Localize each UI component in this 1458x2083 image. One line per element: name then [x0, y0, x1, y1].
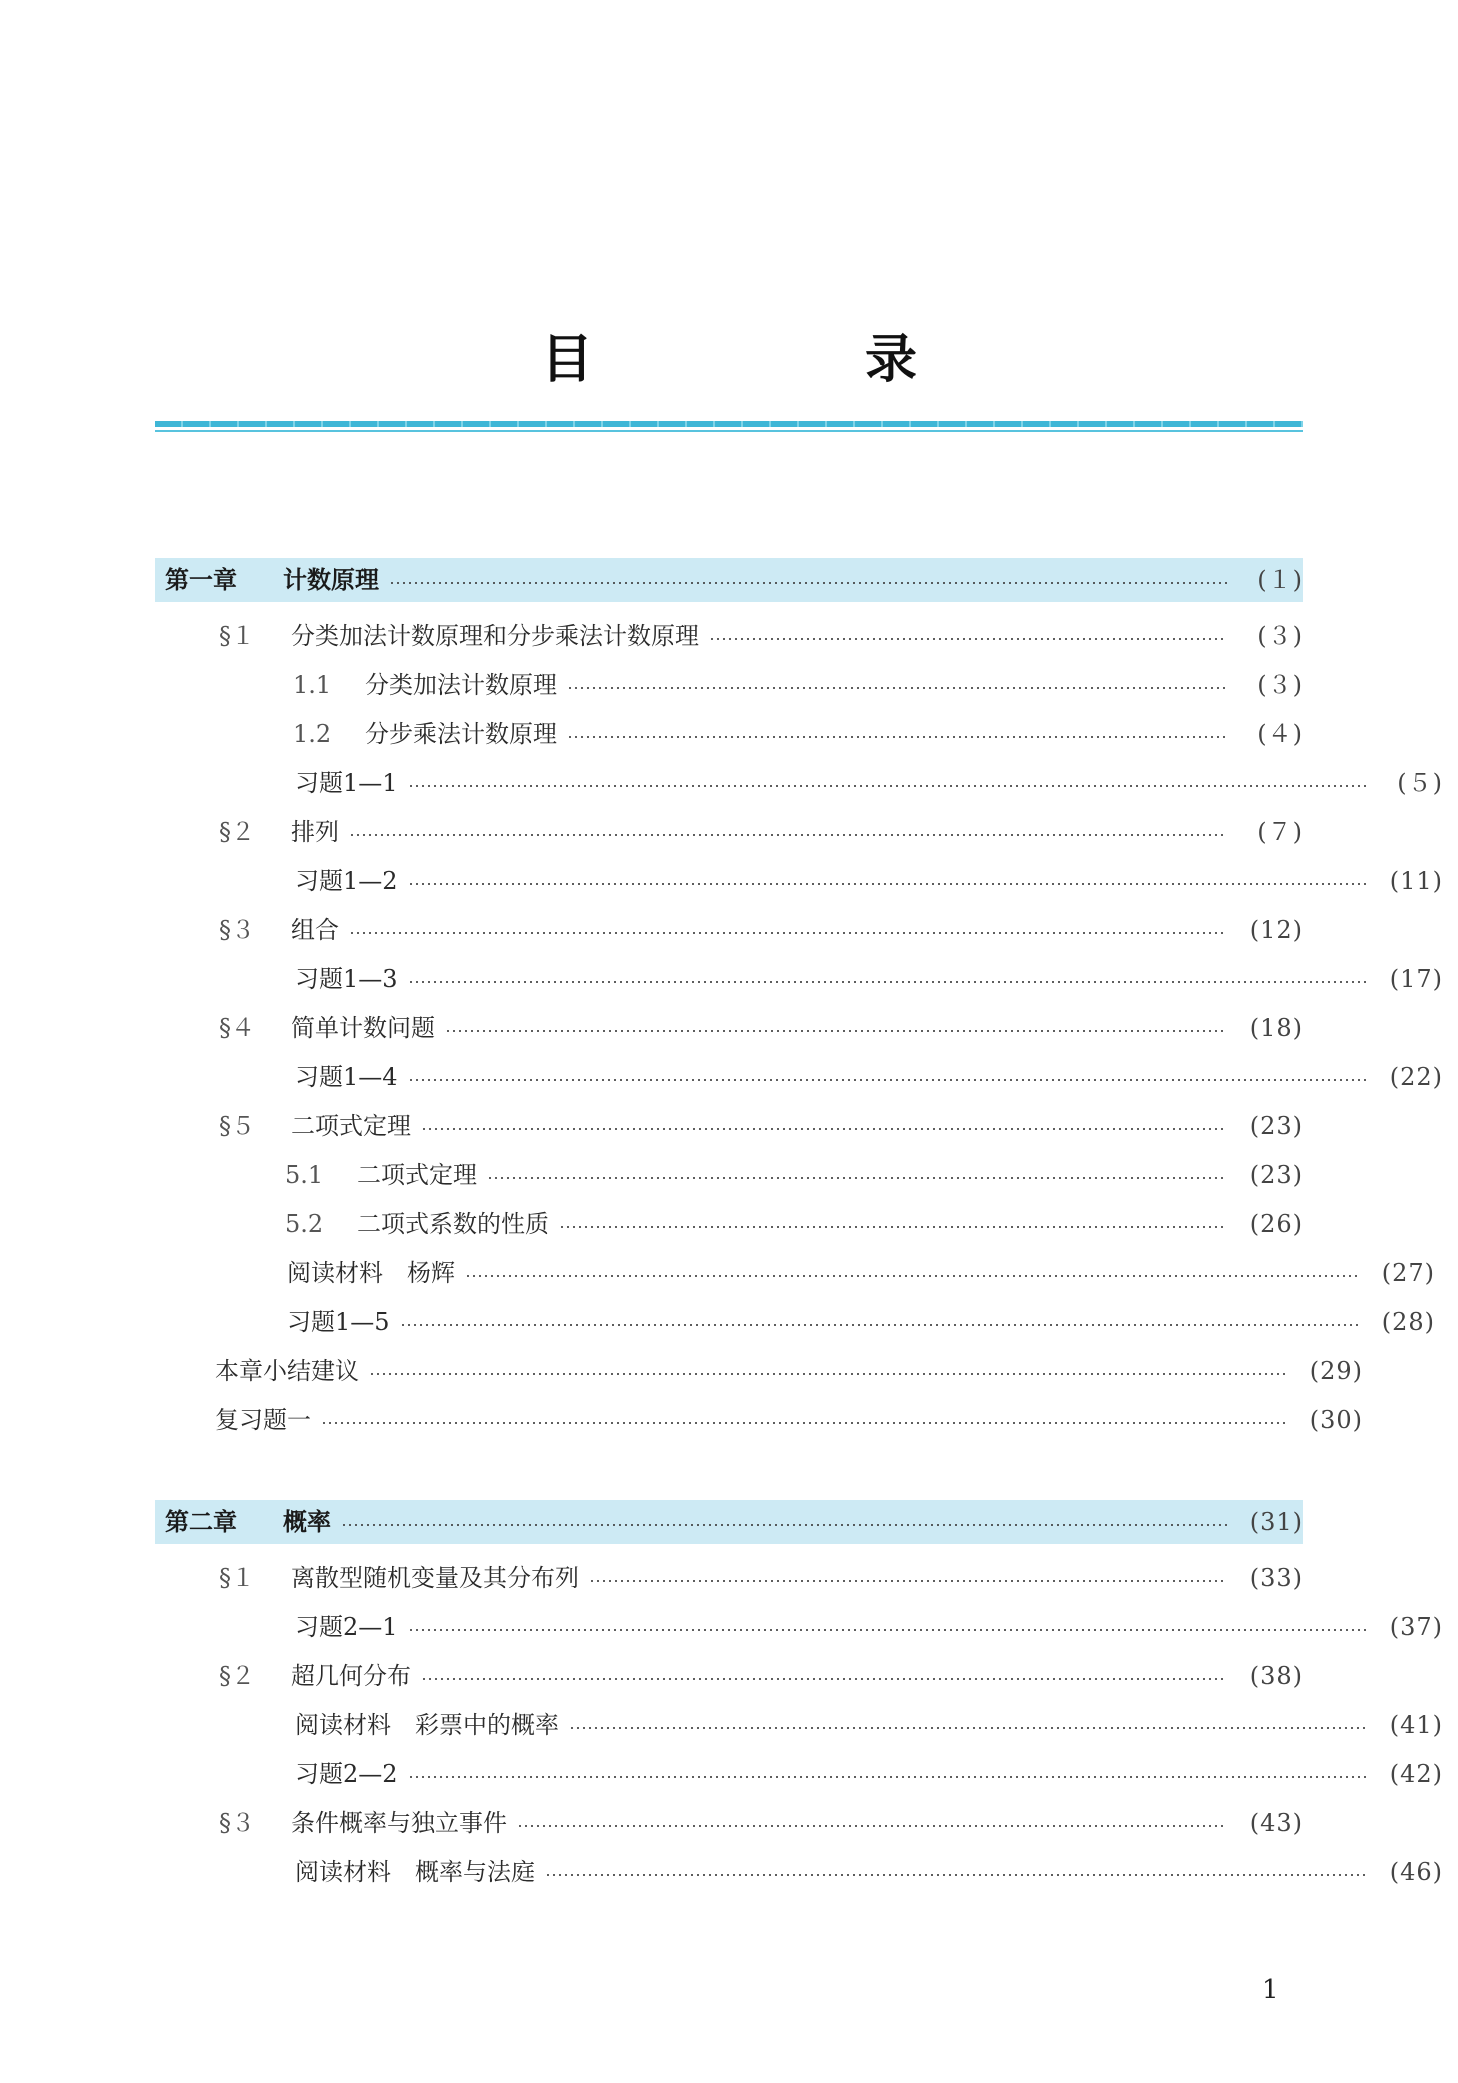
page-title: 目 录 — [540, 330, 1027, 390]
entry-page-ref: (33) — [1249, 1564, 1303, 1592]
entry-title: 排列 — [291, 818, 339, 846]
dot-leader — [709, 638, 1227, 640]
toc-entry-row[interactable] — [155, 1302, 1435, 1342]
entry-title: 条件概率与独立事件 — [291, 1809, 507, 1837]
dot-leader — [400, 1324, 1359, 1326]
chapter-number: 第二章 — [165, 1508, 237, 1536]
entry-page-ref: (17) — [1389, 965, 1443, 993]
dot-leader — [567, 736, 1227, 738]
dot-leader — [545, 1874, 1367, 1876]
entry-page-ref: (43) — [1249, 1809, 1303, 1837]
entry-title: 习题1—1 — [295, 769, 398, 797]
entry-title: 习题1—3 — [295, 965, 398, 993]
toc-chapter-row[interactable] — [155, 558, 1303, 602]
toc-entry-row[interactable] — [155, 763, 1443, 803]
toc-entry-row[interactable] — [155, 1204, 1303, 1244]
entry-title: 习题2—1 — [295, 1613, 398, 1641]
entry-page-ref: (38) — [1249, 1662, 1303, 1690]
entry-page-ref: (37) — [1389, 1613, 1443, 1641]
entry-title: 复习题一 — [215, 1406, 311, 1434]
toc-entry-row[interactable] — [155, 1106, 1303, 1146]
toc-entry-row[interactable] — [155, 1607, 1443, 1647]
dot-leader — [559, 1226, 1227, 1228]
dot-leader — [341, 1524, 1227, 1526]
dot-leader — [408, 1776, 1367, 1778]
toc-entry-row[interactable] — [155, 812, 1303, 852]
entry-page-ref: (７) — [1257, 818, 1303, 846]
dot-leader — [321, 1422, 1287, 1424]
subsection-number: 5.1 — [285, 1161, 324, 1189]
dot-leader — [589, 1580, 1227, 1582]
entry-title: 习题1—5 — [287, 1308, 390, 1336]
chapter-title: 计数原理 — [283, 566, 379, 594]
table-of-contents — [155, 0, 1443, 2083]
entry-page-ref: (22) — [1389, 1063, 1443, 1091]
dot-leader — [465, 1275, 1359, 1277]
entry-title: 本章小结建议 — [215, 1357, 359, 1385]
entry-title: 习题1—4 — [295, 1063, 398, 1091]
entry-title: 阅读材料 杨辉 — [287, 1259, 455, 1287]
entry-title: 二项式系数的性质 — [357, 1210, 549, 1238]
entry-title: 分类加法计数原理 — [365, 671, 557, 699]
entry-title: 二项式定理 — [291, 1112, 411, 1140]
chapter-number: 第一章 — [165, 566, 237, 594]
dot-leader — [349, 834, 1227, 836]
entry-title: 组合 — [291, 916, 339, 944]
subsection-number: 1.1 — [293, 671, 332, 699]
toc-entry-row[interactable] — [155, 1008, 1303, 1048]
entry-page-ref: (４) — [1257, 720, 1303, 748]
dot-leader — [421, 1128, 1227, 1130]
chapter-title: 概率 — [283, 1508, 331, 1536]
entry-page-ref: (18) — [1249, 1014, 1303, 1042]
entry-title: 二项式定理 — [357, 1161, 477, 1189]
entry-page-ref: (23) — [1249, 1161, 1303, 1189]
entry-page-ref: (26) — [1249, 1210, 1303, 1238]
chapter-page-ref: (31) — [1249, 1508, 1303, 1536]
toc-entry-row[interactable] — [155, 1155, 1303, 1195]
toc-entry-row[interactable] — [155, 1400, 1363, 1440]
entry-title: 分类加法计数原理和分步乘法计数原理 — [291, 622, 699, 650]
section-number: §１ — [219, 622, 255, 650]
dot-leader — [445, 1030, 1227, 1032]
page-number: 1 — [1262, 1975, 1279, 2005]
section-number: §３ — [219, 916, 255, 944]
entry-page-ref: (30) — [1309, 1406, 1363, 1434]
dot-leader — [369, 1373, 1287, 1375]
entry-title: 习题1—2 — [295, 867, 398, 895]
toc-entry-row[interactable] — [155, 1705, 1443, 1745]
entry-page-ref: (23) — [1249, 1112, 1303, 1140]
subsection-number: 1.2 — [293, 720, 332, 748]
toc-entry-row[interactable] — [155, 616, 1303, 656]
dot-leader — [349, 932, 1227, 934]
entry-page-ref: (29) — [1309, 1357, 1363, 1385]
toc-entry-row[interactable] — [155, 1852, 1443, 1892]
dot-leader — [389, 582, 1227, 584]
entry-title: 超几何分布 — [291, 1662, 411, 1690]
section-number: §５ — [219, 1112, 255, 1140]
toc-entry-row[interactable] — [155, 1754, 1443, 1794]
section-number: §１ — [219, 1564, 255, 1592]
dot-leader — [408, 1629, 1367, 1631]
entry-page-ref: (３) — [1257, 671, 1303, 699]
entry-title: 阅读材料 彩票中的概率 — [295, 1711, 559, 1739]
entry-title: 简单计数问题 — [291, 1014, 435, 1042]
toc-entry-row[interactable] — [155, 1558, 1303, 1598]
chapter-page-ref: (１) — [1257, 566, 1303, 594]
dot-leader — [408, 883, 1367, 885]
entry-title: 习题2—2 — [295, 1760, 398, 1788]
dot-leader — [408, 981, 1367, 983]
entry-title: 离散型随机变量及其分布列 — [291, 1564, 579, 1592]
entry-page-ref: (11) — [1389, 867, 1443, 895]
dot-leader — [487, 1177, 1227, 1179]
entry-page-ref: (５) — [1397, 769, 1443, 797]
toc-entry-row[interactable] — [155, 1803, 1303, 1843]
entry-page-ref: (28) — [1381, 1308, 1435, 1336]
toc-entry-row[interactable] — [155, 1253, 1435, 1293]
toc-entry-row[interactable] — [155, 714, 1303, 754]
section-number: §３ — [219, 1809, 255, 1837]
entry-page-ref: (46) — [1389, 1858, 1443, 1886]
entry-page-ref: (41) — [1389, 1711, 1443, 1739]
dot-leader — [421, 1678, 1227, 1680]
entry-page-ref: (42) — [1389, 1760, 1443, 1788]
toc-entry-row[interactable] — [155, 1057, 1443, 1097]
toc-entry-row[interactable] — [155, 861, 1443, 901]
toc-chapter-row[interactable] — [155, 1500, 1303, 1544]
entry-title: 阅读材料 概率与法庭 — [295, 1858, 535, 1886]
entry-page-ref: (３) — [1257, 622, 1303, 650]
toc-entry-row[interactable] — [155, 1656, 1303, 1696]
dot-leader — [569, 1727, 1367, 1729]
section-number: §４ — [219, 1014, 255, 1042]
entry-title: 分步乘法计数原理 — [365, 720, 557, 748]
entry-page-ref: (12) — [1249, 916, 1303, 944]
toc-entry-row[interactable] — [155, 665, 1303, 705]
subsection-number: 5.2 — [285, 1210, 324, 1238]
dot-leader — [517, 1825, 1227, 1827]
section-number: §２ — [219, 818, 255, 846]
toc-entry-row[interactable] — [155, 910, 1303, 950]
toc-entry-row[interactable] — [155, 1351, 1363, 1391]
entry-page-ref: (27) — [1381, 1259, 1435, 1287]
toc-entry-row[interactable] — [155, 959, 1443, 999]
dot-leader — [408, 785, 1367, 787]
dot-leader — [567, 687, 1227, 689]
section-number: §２ — [219, 1662, 255, 1690]
dot-leader — [408, 1079, 1367, 1081]
